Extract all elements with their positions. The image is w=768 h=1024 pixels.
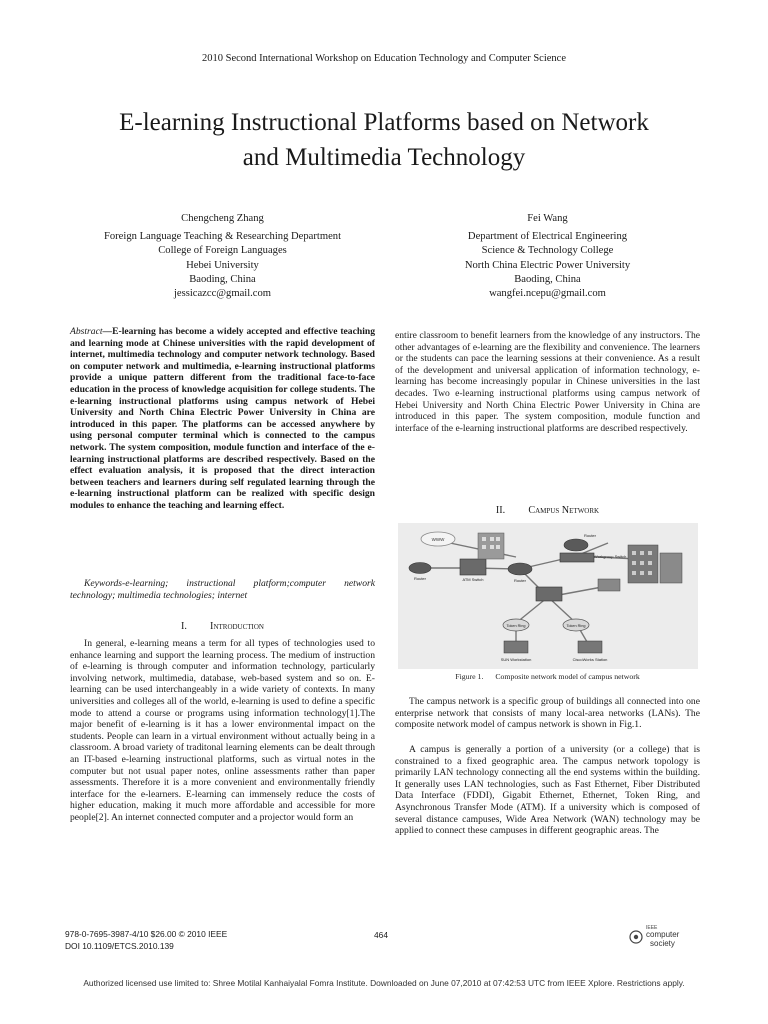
figure-label: SUN Workstation [500,657,532,662]
author-name: Fei Wang [527,213,568,224]
authorized-license-notice: Authorized licensed use limited to: Shree Motilal Kanhaiyalal Fomra Institute. Downloaded on June 07,2010 at 07:42:53 UTC from IEEE Xplore. Restrictions apply. [83,978,685,988]
figure-label: Router [583,533,597,538]
workgroup-switch-icon [560,553,594,562]
intro-continuation-paragraph: entire classroom to benefit learners from the knowledge of any instructors. The other advantages of e-learning are the flexibility and convenience. The learners or the students can pace the learning sessions at their convenience. As a result of the development and universal application of information technology, e-learning has become increasingly popular in Chinese universities in the last decades. Two e-learning instructional platforms using campus network of Hebei University and North China Electric Power University in China are introduced in this paper. The system composition, module function and interface of the e-learning instructional platforms are described respectively. [395,330,700,434]
campus-network-figure [398,523,698,669]
section-heading-campus-network [395,505,700,516]
workstation-icon [504,641,528,653]
author-email[interactable]: wangfei.ncepu@gmail.com [489,288,606,300]
campus-paragraph-1: The campus network is a specific group of buildings all connected into one enterprise network that consists of many local-area networks (LANs). The composite network model of campus network is shown in Fig.1. [395,696,700,731]
author-name: Chengcheng Zhang [181,213,264,224]
router-icon [564,539,588,551]
page-number: 464 [374,930,388,940]
figure-label: Router [513,578,527,583]
router-icon [508,563,532,575]
author-affiliation: Foreign Language Teaching & Researching Department [103,231,342,243]
figure-caption-label: Figure 1. [455,672,484,681]
campus-paragraph-2: A campus is generally a portion of a university (or a college) that is constrained to a fixed geographic area. The campus network topology is primarily LAN technology connecting all the end systems within the building. It generally uses LAN technologies, such as Fast Ethernet, Fiber Distributed Data Interface (FDDI), Gigabit Ethernet, Ethernet, Token Ring, and Asynchronous Transfer Mode (ATM). If a university which is composed of several distance campuses, Wide Area Network (WAN) technology may be applied to connect these campuses in different geographic areas. The [395,744,700,837]
section-heading-introduction [70,621,375,632]
author-affiliation: Department of Electrical Engineering [467,231,628,243]
section-number: II. [495,505,506,516]
figure-label: Token Ring [506,624,526,628]
author-affiliation: College of Foreign Languages [158,245,287,257]
author-affiliation: Hebei University [186,259,259,271]
paper-title [40,105,728,175]
switch-icon [536,587,562,601]
figure-caption-text: Composite network model of campus network [495,672,640,681]
author-email[interactable]: jessicazcc@gmail.com [173,288,272,300]
society-line-2: society [650,939,675,948]
atm-switch-icon [460,559,486,575]
figure-label: WWW [431,537,445,542]
society-line-1: computer [646,930,680,939]
introduction-paragraph: In general, e-learning means a term for all types of technologies used to enhance learning and support the learning process. The medium of instruction of e-learning is through computer and information technology, particularly involving network, multimedia, database, web-based system and so on. E-learning can be used interchangeably in a wide variety of contexts. In many universities and colleges all of the world, e-learning is used to define a specific mode to attend a course or programs using information technology[1].The major benefit of e-learning is it has a lower environmental impact on the students. People can learn in a virtual environment without actually being in a classroom. A broad variety of traditonal learning elements can be dealt through an IT-based e-learning instructional platforms, such as virtual notes in the computer but not usual paper notes, online assessments rather than paper assessments. Therefore it is a more convenient and environmentally friendly interface for the e-learners. E-learning can immensely reduce the costs of higher education, making it much more affordable and accessible for more people[2]. An internet connected computer and a projector would form an [70,638,375,823]
section-title: Introduction [210,621,264,632]
workstation-icon [578,641,602,653]
figure-caption [395,672,700,681]
section-title: Campus Network [528,505,600,516]
title-line-1: E-learning Instructional Platforms based on Network [119,109,649,136]
author-affiliation: Science & Technology College [481,245,614,257]
section-number: I. [181,621,187,632]
building-icon [660,553,682,583]
keywords: Keywords-e-learning; instructional platform;computer network technology; multimedia technologies; internet [70,578,375,601]
footer-doi: DOI 10.1109/ETCS.2010.139 [65,941,174,951]
author-block-1 [70,212,375,301]
figure-label: CiscoWorks Station [572,657,608,662]
society-small-label: IEEE [646,925,658,931]
footer-isbn: 978-0-7695-3987-4/10 $26.00 © 2010 IEEE [65,929,228,939]
footer-publication-info [65,928,227,952]
network-diagram [398,523,698,669]
abstract-text: E-learning has become a widely accepted and effective teaching and learning mode at Chinese universities with the rapid development of internet, multimedia technology and computer network technology. Based on computer network and multimedia, e-learning instructional platforms provide a unique pattern different from the traditional face-to-face education in the process of knowledge acquisition for college students. The e-learning instructional platforms using campus network of Hebei University and North China Electric Power University in China are introduced in this paper. The platforms can be accessed anywhere by using personal computer terminal which is connected to the campus network. The system composition, module function and interface of the e-learning instructional platforms are described respectively. Based on the effect evaluation analysis, it is proposed that the direct interaction between teachers and learners during self regulated learning through the e-learning instructional platform can be realized with specific design modules to enhance the teaching and learning effect. [70,326,375,511]
figure-label: Token Ring [566,624,586,628]
author-location: Baoding, China [514,273,581,285]
author-affiliation: North China Electric Power University [464,259,631,271]
society-logo-icon [628,922,698,950]
figure-label: Workgroup Switch [594,554,627,559]
abstract [70,326,375,512]
abstract-dash: — [102,326,113,337]
title-line-2: and Multimedia Technology [242,144,526,171]
router-icon [409,563,431,574]
workshop-header: 2010 Second International Workshop on Education Technology and Computer Science [202,53,566,64]
computer-society-logo [628,922,698,950]
figure-label: Router [413,576,427,581]
author-block-2 [395,212,700,301]
author-location: Baoding, China [189,273,256,285]
figure-label: ATM Switch [462,577,484,582]
server-icon [598,579,620,591]
abstract-label: Abstract [70,326,103,337]
